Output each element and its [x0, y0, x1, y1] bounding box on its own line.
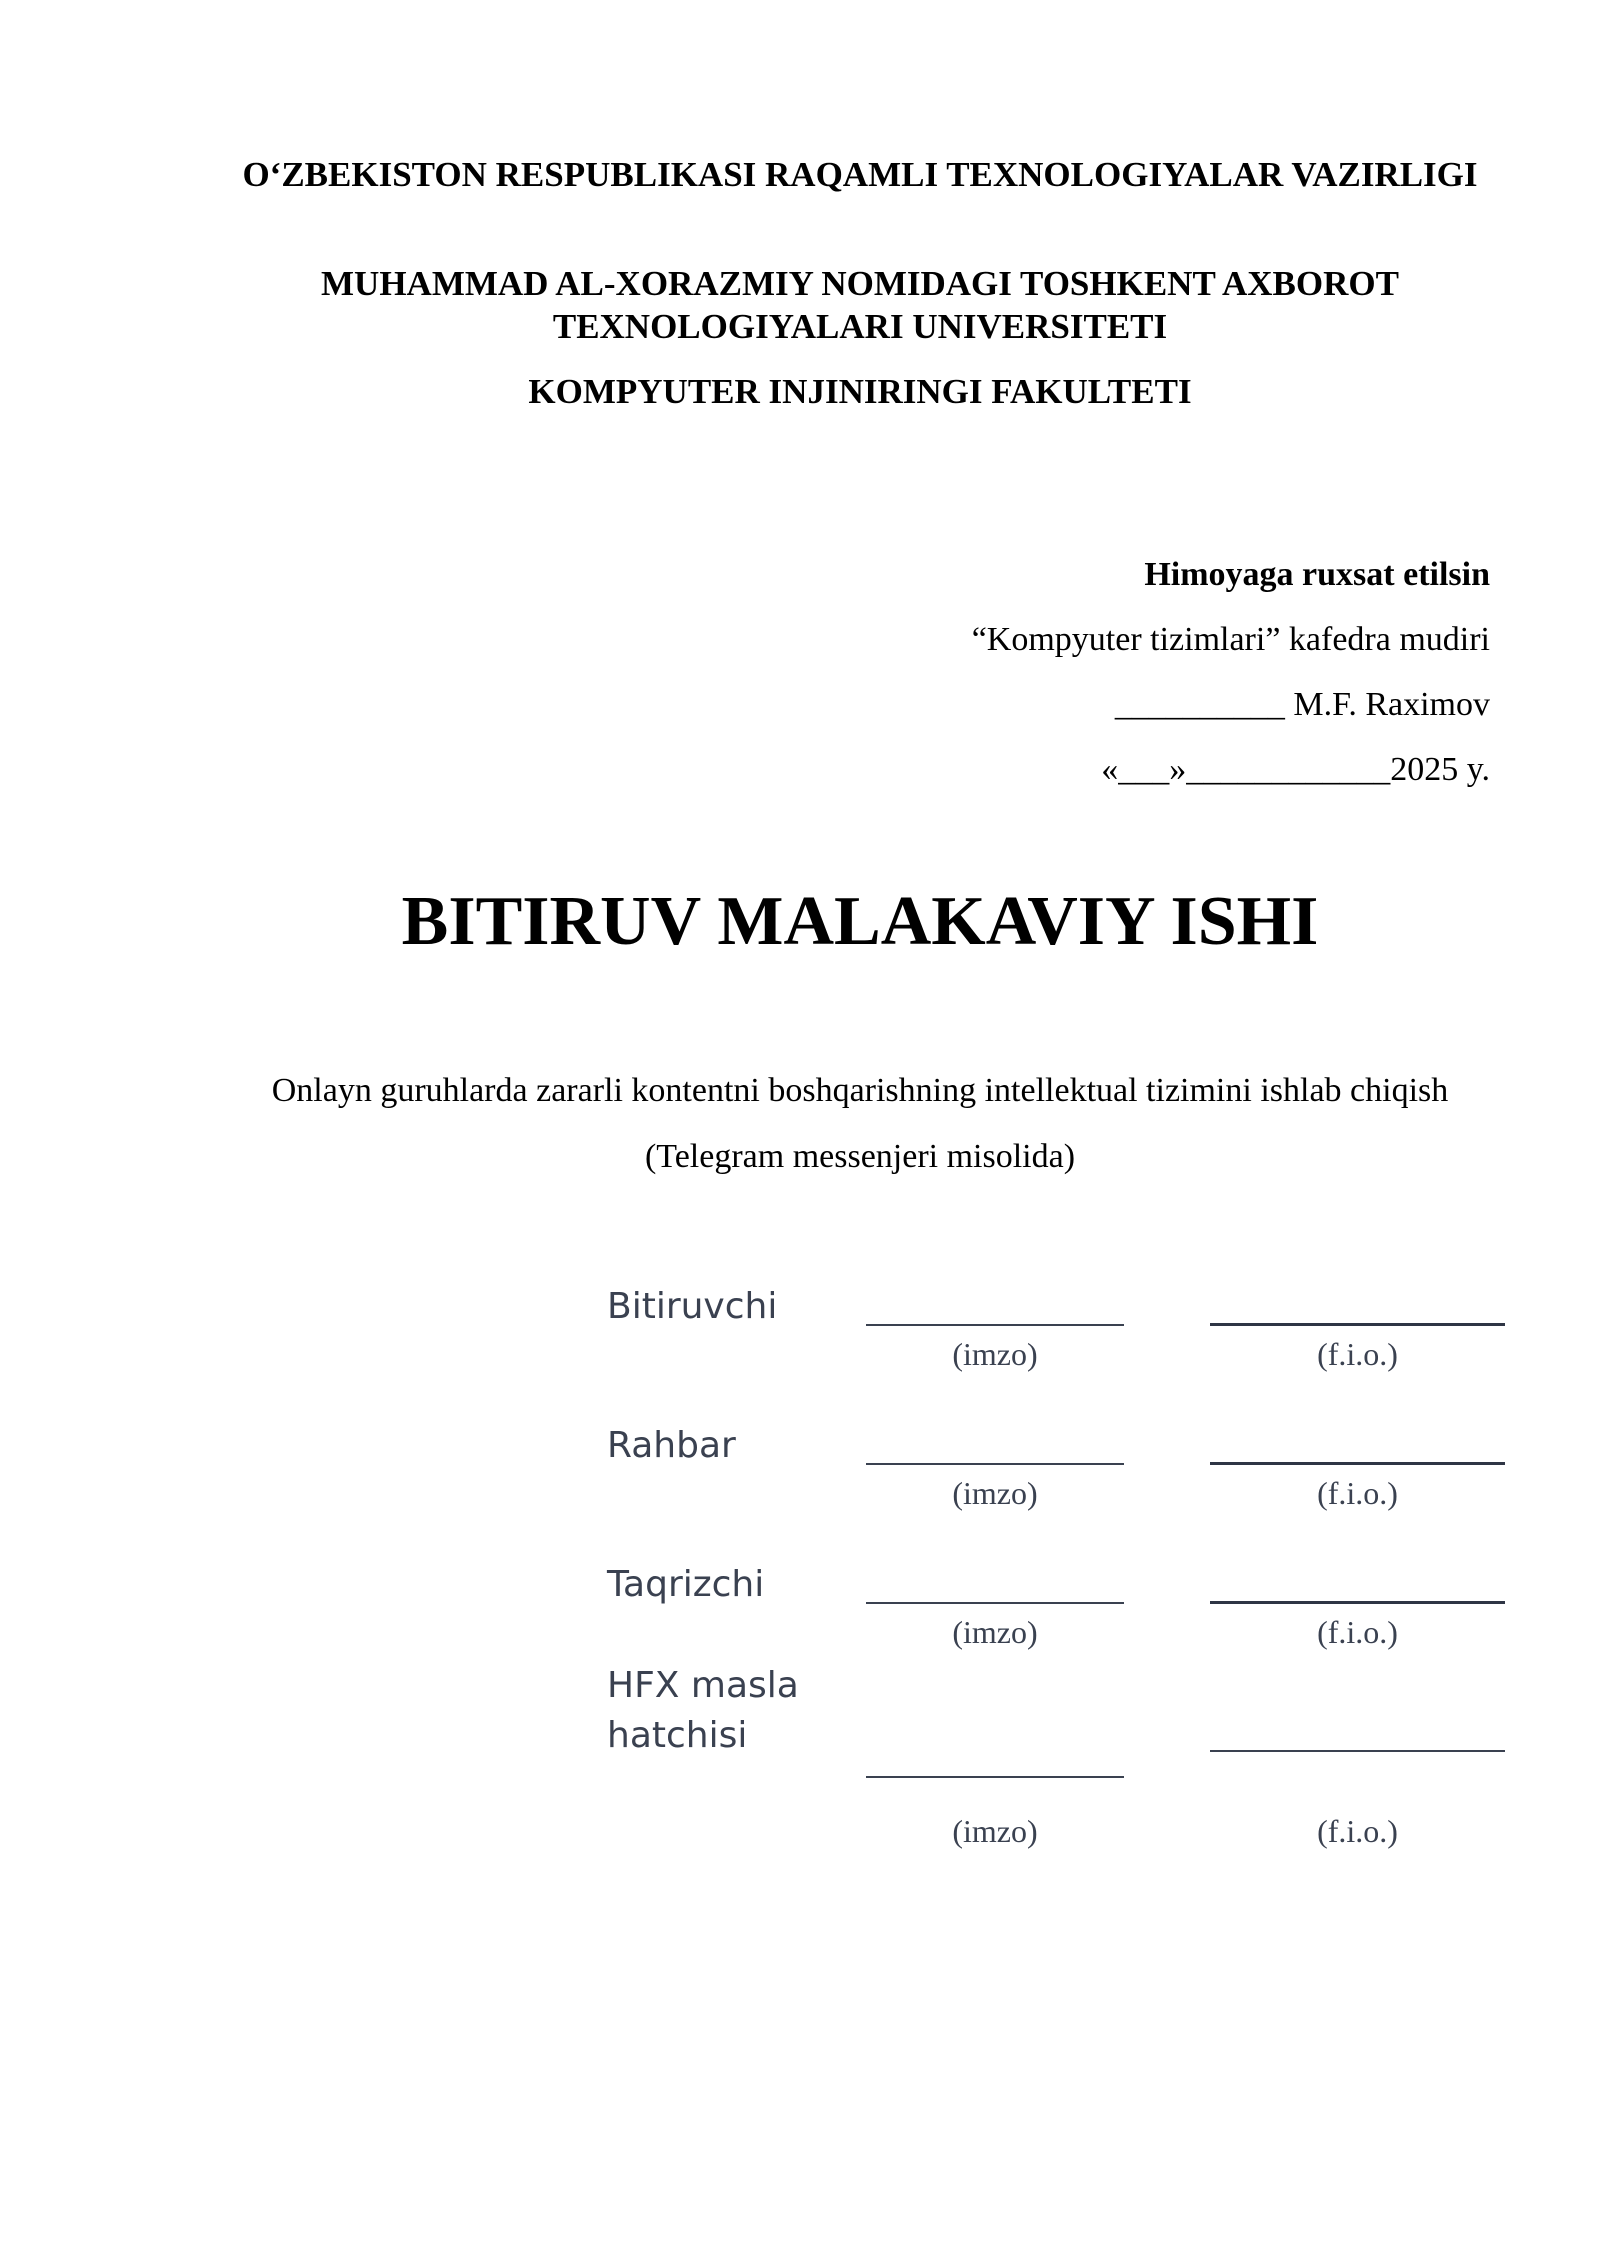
role-label-supervisor: Rahbar — [607, 1425, 736, 1466]
name-line-consultant — [1210, 1750, 1505, 1752]
name-line-reviewer — [1210, 1601, 1505, 1604]
name-line-supervisor — [1210, 1462, 1505, 1465]
signature-caption: (imzo) — [952, 1813, 1038, 1849]
signature-caption: (imzo) — [952, 1336, 1038, 1372]
signature-line-supervisor — [866, 1463, 1124, 1465]
role-label-reviewer: Taqrizchi — [607, 1564, 765, 1605]
faculty-heading: KOMPYUTER INJINIRINGI FAKULTETI — [528, 372, 1192, 411]
thesis-topic: Onlayn guruhlarda zararli kontentni boshqarishning intellektual tizimini ishlab chiqish (Telegram messenjeri misolida) — [271, 1072, 1449, 1175]
role-label-consultant: HFX maslahatchisi — [607, 1665, 799, 1756]
signature-line-graduate — [866, 1324, 1124, 1326]
ministry-heading: O‘ZBEKISTON RESPUBLIKASI RAQAMLI TEXNOLOGIYALAR VAZIRLIGI — [242, 155, 1478, 194]
approval-date: «___»____________2025 y. — [1101, 751, 1490, 788]
approval-heading: Himoyaga ruxsat etilsin — [1144, 556, 1490, 593]
name-caption: (f.i.o.) — [1317, 1614, 1398, 1650]
signature-line-consultant — [866, 1776, 1124, 1778]
university-heading: MUHAMMAD AL-XORAZMIY NOMIDAGI TOSHKENT AXBOROT TEXNOLOGIYALARI UNIVERSITETI — [321, 264, 1399, 346]
document-title: BITIRUV MALAKAVIY ISHI — [401, 883, 1319, 960]
role-label-graduate: Bitiruvchi — [607, 1286, 778, 1327]
signature-caption: (imzo) — [952, 1475, 1038, 1511]
signature-line-reviewer — [866, 1602, 1124, 1604]
approval-signatory: __________ M.F. Raximov — [1114, 686, 1490, 723]
approval-position: “Kompyuter tizimlari” kafedra mudiri — [971, 621, 1490, 658]
name-line-graduate — [1210, 1323, 1505, 1326]
name-caption: (f.i.o.) — [1317, 1813, 1398, 1849]
name-caption: (f.i.o.) — [1317, 1475, 1398, 1511]
signature-caption: (imzo) — [952, 1614, 1038, 1650]
name-caption: (f.i.o.) — [1317, 1336, 1398, 1372]
